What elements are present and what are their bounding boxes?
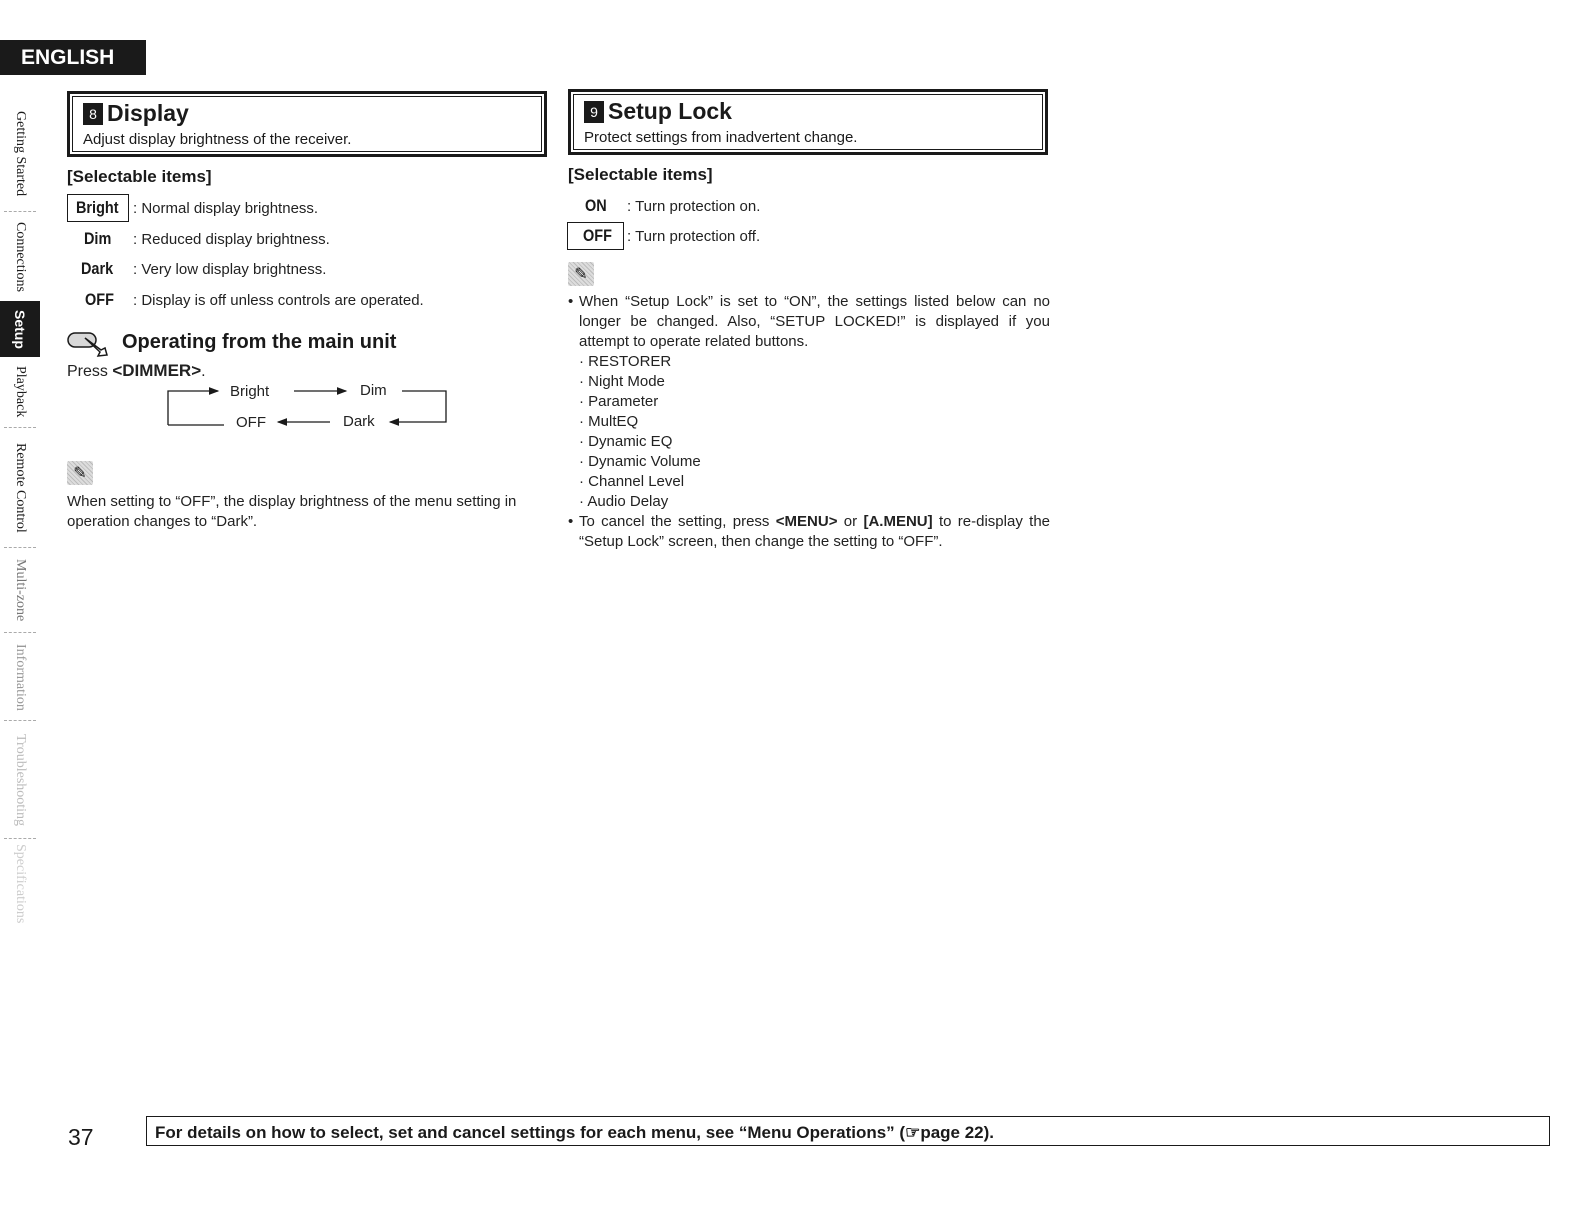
section-number-badge: 9	[584, 101, 604, 123]
item-label-dim: Dim	[84, 229, 112, 248]
item-label-bright: Bright	[76, 198, 119, 217]
setup-lock-title: Setup Lock	[608, 98, 732, 124]
side-nav-connections[interactable]: Connections	[4, 211, 36, 302]
cycle-dim: Dim	[360, 382, 387, 399]
list-item: · Dynamic Volume	[579, 453, 701, 470]
cycle-dark: Dark	[343, 413, 375, 430]
section-number-badge: 8	[83, 103, 103, 125]
side-nav-troubleshooting[interactable]: Troubleshooting	[4, 720, 36, 839]
language-tab: ENGLISH	[0, 40, 146, 75]
item-desc-on: : Turn protection on.	[627, 198, 761, 215]
dimmer-button-label: <DIMMER>	[112, 361, 202, 380]
menu-button-label: <MENU>	[775, 513, 838, 530]
side-nav-information[interactable]: Information	[4, 632, 36, 721]
press-instruction: Press <DIMMER>.	[67, 361, 206, 380]
item-label-lock-off: OFF	[583, 226, 612, 245]
display-title: Display	[107, 100, 189, 126]
item-desc-dark: : Very low display brightness.	[133, 261, 327, 278]
side-nav-specifications[interactable]: Specifications	[4, 838, 36, 929]
page-number: 37	[68, 1124, 94, 1150]
display-selectable-heading: [Selectable items]	[67, 167, 212, 186]
display-header-box	[67, 91, 547, 157]
note-bullet: • When “Setup Lock” is set to “ON”, the settings listed below can no longer be changed. Also, “SETUP LOCKED!” is displayed if you attempt to operate related buttons.	[568, 293, 1050, 350]
cycle-off: OFF	[236, 414, 266, 431]
side-nav-getting-started[interactable]: Getting Started	[13, 110, 28, 197]
setup-lock-selectable-heading: [Selectable items]	[568, 165, 713, 184]
item-label-dark: Dark	[81, 259, 114, 278]
locked-items-list	[568, 352, 1050, 512]
note-bullet: • To cancel the setting, press <MENU> or [A.MENU] to re-display the “Setup Lock” screen, then change the setting to “OFF”.	[568, 513, 1051, 550]
footer-reference: For details on how to select, set and cancel settings for each menu, see “Menu Operations” (☞page 22).	[155, 1123, 995, 1142]
setup-lock-description: Protect settings from inadvertent change.	[584, 129, 858, 146]
item-desc-off: : Display is off unless controls are operated.	[133, 292, 424, 309]
list-item: · Night Mode	[579, 373, 665, 390]
side-nav-playback[interactable]: Playback	[13, 366, 28, 418]
item-label-on: ON	[585, 196, 607, 215]
list-item: · Channel Level	[579, 473, 685, 490]
setup-lock-notes	[568, 292, 1050, 552]
side-nav-remote-control[interactable]: Remote Control	[4, 427, 36, 548]
setup-lock-header-box	[568, 89, 1048, 155]
item-desc-lock-off: : Turn protection off.	[627, 228, 761, 245]
list-item: · MultEQ	[579, 413, 639, 430]
item-label-off: OFF	[85, 290, 114, 309]
list-item: · Parameter	[579, 393, 659, 410]
list-item: · Dynamic EQ	[579, 433, 673, 450]
side-nav-multi-zone[interactable]: Multi-zone	[4, 547, 36, 633]
display-note: When setting to “OFF”, the display brightness of the menu setting in operation changes to “Dark”.	[67, 493, 517, 530]
list-item: · Audio Delay	[579, 493, 669, 510]
hand-button-icon	[67, 328, 111, 363]
item-desc-bright: : Normal display brightness.	[133, 200, 319, 217]
cycle-bright: Bright	[230, 383, 270, 400]
operating-heading: Operating from the main unit	[122, 331, 397, 353]
list-item: · RESTORER	[579, 353, 672, 370]
pointing-hand-icon: ☞	[905, 1123, 921, 1142]
pencil-note-icon: ✎	[67, 461, 93, 485]
dimmer-cycle-diagram	[166, 378, 451, 433]
display-description: Adjust display brightness of the receiver.	[83, 131, 352, 148]
pencil-note-icon: ✎	[568, 262, 594, 286]
item-desc-dim: : Reduced display brightness.	[133, 231, 330, 248]
side-nav-setup[interactable]: Setup	[0, 301, 40, 357]
a-menu-button-label: [A.MENU]	[863, 513, 933, 530]
